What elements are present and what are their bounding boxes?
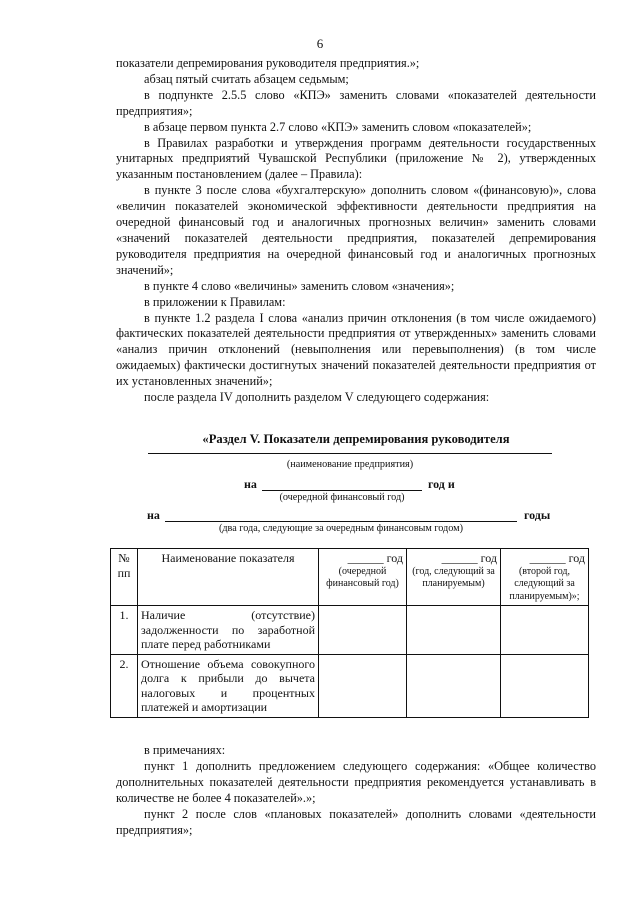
on-label: на xyxy=(244,477,257,491)
years-label: годы xyxy=(524,508,551,522)
paragraph: в приложении к Правилам: xyxy=(144,294,286,309)
paragraph: пункт 2 после слов «плановых показателей» дополнить словами «деятельности предприятия»; xyxy=(116,806,596,837)
paragraph: в подпункте 2.5.5 слово «КПЭ» заменить словами «показателей деятельности предприятия»; xyxy=(116,87,596,118)
header-col3-year: ______ год xyxy=(529,551,585,565)
next-year-line xyxy=(262,490,422,491)
row-cell xyxy=(319,654,407,717)
indicators-table xyxy=(110,548,589,718)
enterprise-caption: (наименование предприятия) xyxy=(286,459,414,470)
paragraph: абзац пятый считать абзацем седьмым; xyxy=(144,71,349,86)
header-num: № пп xyxy=(111,549,138,606)
header-col1-year: ______ год xyxy=(347,551,403,565)
on-label-2: на xyxy=(147,508,160,522)
paragraph: пункт 1 дополнить предложением следующего содержания: «Общее количество дополнительных показателей деятельности предприятия рекомендуется устанавливать в количестве не более 4 показателей».»; xyxy=(116,758,596,805)
table-row xyxy=(111,606,589,655)
paragraph: в Правилах разработки и утверждения программ деятельности государственных унитарных предприятий Чувашской Республики (приложение № 2), утвержденных указанным постановлением (далее – Правила): xyxy=(116,135,596,182)
body-text-top xyxy=(116,56,596,406)
header-col3 xyxy=(501,549,589,606)
paragraph: в примечаниях: xyxy=(144,743,226,757)
header-col1-sub: (очередной финансовый год) xyxy=(326,565,399,589)
header-col2-year: ______ год xyxy=(441,551,497,565)
table-row xyxy=(111,654,589,717)
row-cell xyxy=(501,606,589,655)
paragraph: в пункте 4 слово «величины» заменить словом «значения»; xyxy=(144,278,455,293)
row-cell xyxy=(407,654,501,717)
header-col2 xyxy=(407,549,501,606)
table-header-row xyxy=(111,549,589,606)
enterprise-name-line xyxy=(148,453,552,454)
row-cell xyxy=(407,606,501,655)
row-cell xyxy=(501,654,589,717)
two-years-caption: (два года, следующие за очередным финансовым годом) xyxy=(218,523,463,534)
section-heading: «Раздел V. Показатели депремирования руководителя xyxy=(202,432,510,446)
header-name: Наименование показателя xyxy=(138,549,319,606)
row-name: Наличие (отсутствие) задолженности по заработной плате перед работниками xyxy=(138,606,319,655)
header-col2-sub: (год, следующий за планируемым) xyxy=(412,565,495,589)
next-year-caption: (очередной финансовый год) xyxy=(279,492,405,503)
paragraph: в пункте 1.2 раздела I слова «анализ причин отклонения (в том числе ожидаемого) фактических показателей деятельности предприятия от утвержденных» заменить словами «анализ причин отклонений (невыполнения или перевыполнения) (в том числе ожидаемых) фактически достигнутых значений показателей деятельности предприятия от их установленных значений»; xyxy=(116,310,596,389)
row-name: Отношение объема совокупного долга к прибыли до вычета налоговых и процентных платежей и амортизации xyxy=(138,654,319,717)
header-col3-sub: (второй год, следующий за планируемым)»; xyxy=(509,565,580,602)
paragraph: в абзаце первом пункта 2.7 слово «КПЭ» заменить словом «показателей»; xyxy=(144,119,532,134)
page-number: 6 xyxy=(316,36,324,51)
two-years-line xyxy=(165,521,517,522)
paragraph: показатели депремирования руководителя предприятия.»; xyxy=(116,56,420,70)
body-text-bottom xyxy=(116,743,596,838)
row-num: 2. xyxy=(111,654,138,717)
row-cell xyxy=(319,606,407,655)
row-num: 1. xyxy=(111,606,138,655)
header-col1 xyxy=(319,549,407,606)
year-and-label: год и xyxy=(428,477,455,491)
paragraph: после раздела IV дополнить разделом V следующего содержания: xyxy=(144,390,490,405)
paragraph: в пункте 3 после слова «бухгалтерскую» дополнить словом «(финансовую)», слова «величин показателей экономической эффективности деятельности предприятия на очередной финансовый год и аналогичных прогнозных величин» заменить словами «значений показателей деятельности предприятия, показателей депремирования руководителя предприятия на очередной финансовый год и аналогичных прогнозных значений»; xyxy=(116,183,596,277)
